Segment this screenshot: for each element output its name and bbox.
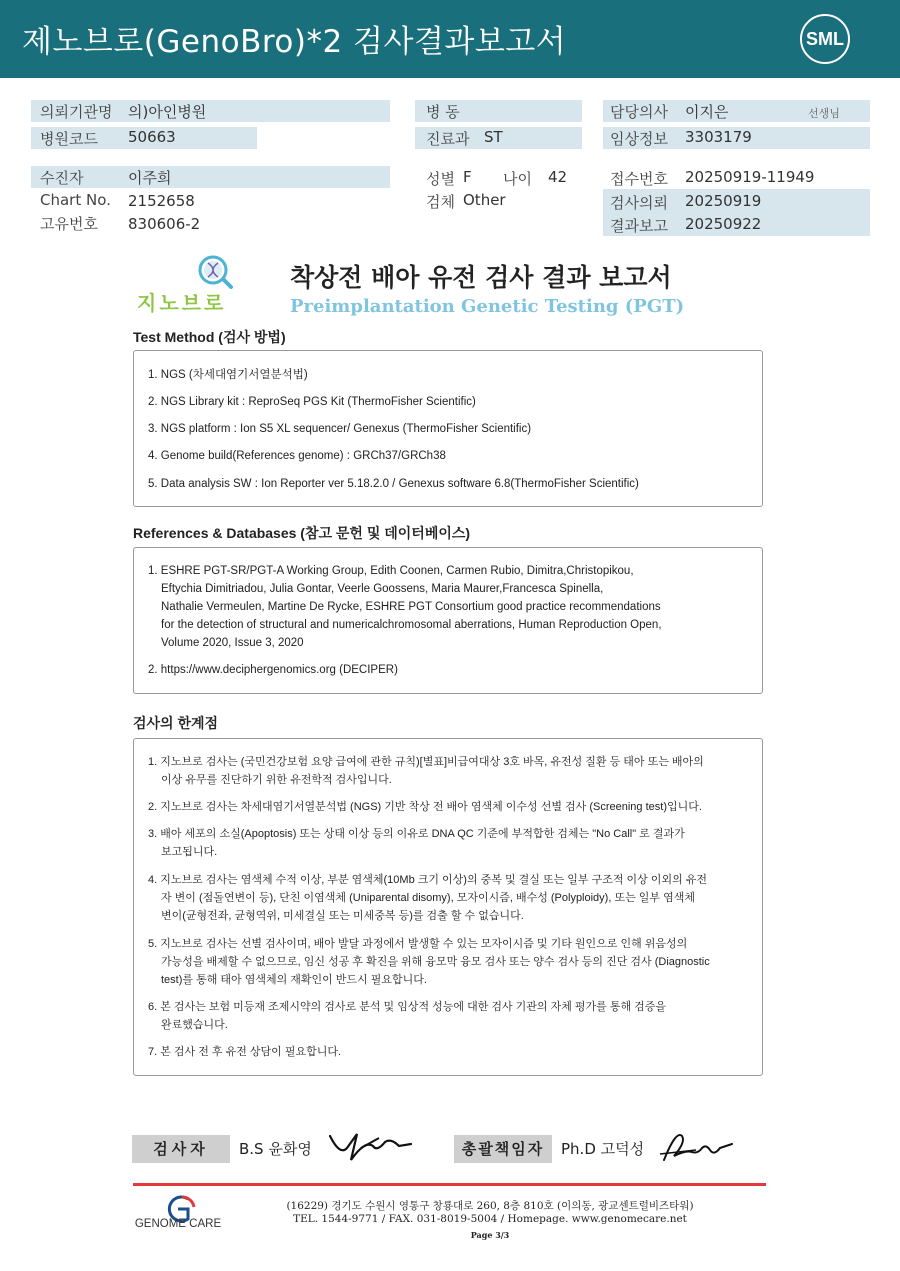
- examiner-signature-icon: [325, 1128, 415, 1168]
- examiner-label: 검사자: [132, 1135, 230, 1163]
- limit-line: 3. 배아 세포의 소실(Apoptosis) 또는 상태 이상 등의 이유로 DNA QC 기준에 부적합한 검체는 "No Call" 로 결과가: [148, 828, 685, 840]
- dept-value: ST: [484, 128, 503, 146]
- receipt-label: 접수번호: [610, 170, 668, 188]
- limits-box: [133, 738, 763, 1076]
- limit-line: 5. 지노브로 검사는 선별 검사이며, 배아 발달 과정에서 발생할 수 있는 모자이시즘 및 기타 원인으로 인해 위음성의: [148, 938, 688, 950]
- info-bar-patient: [31, 166, 390, 188]
- limit-line: 이상 유무를 진단하기 위한 유전학적 검사입니다.: [161, 774, 392, 786]
- method-section-title: Test Method (검사 방법): [133, 329, 286, 345]
- reference-line: Volume 2020, Issue 3, 2020: [161, 637, 304, 649]
- jinobro-logo-text: 지노브로: [137, 291, 227, 315]
- director-name: Ph.D 고덕성: [561, 1140, 645, 1158]
- age-label: 나이: [503, 170, 532, 188]
- clinical-label: 임상정보: [610, 130, 668, 148]
- clinical-value: 3303179: [685, 128, 752, 146]
- reference-line: Nathalie Vermeulen, Martine De Rycke, ESHRE PGT Consortium good practice recommendations: [161, 601, 661, 613]
- director-signature-icon: [656, 1126, 746, 1168]
- limit-line: 1. 지노브로 검사는 (국민건강보험 요양 급여에 관한 규칙)[별표]비급여대상 3호 바목, 유전성 질환 등 태아 또는 배아의: [148, 756, 704, 768]
- footer-divider: [133, 1183, 766, 1186]
- references-box: [133, 547, 763, 694]
- dept-label: 진료과: [426, 130, 470, 148]
- limit-line: 변이(균형전좌, 균형역위, 미세결실 또는 미세중복 등)를 검출 할 수 없습니다.: [161, 910, 524, 922]
- hospital-value: 의)아인병원: [128, 103, 207, 121]
- limit-line: test)를 통해 태아 염색체의 재확인이 반드시 필요합니다.: [161, 974, 427, 986]
- document-subtitle: Preimplantation Genetic Testing (PGT): [290, 296, 685, 317]
- id-label: 고유번호: [40, 215, 98, 233]
- reference-line: for the detection of structural and numericalchromosomal aberrations, Human Reproduction Open,: [161, 619, 662, 631]
- jinobro-logo: [137, 254, 247, 314]
- report-header: [0, 0, 900, 78]
- doctor-suffix: 선생님: [808, 107, 840, 120]
- reference-line: Eftychia Dimitriadou, Julia Gontar, Veerle Goossens, Maria Maurer,Francesca Spinella,: [161, 583, 604, 595]
- limit-line: 보고됩니다.: [161, 846, 218, 858]
- page-number: Page 3/3: [470, 1230, 510, 1240]
- method-item: 4. Genome build(References genome) : GRCh37/GRCh38: [148, 450, 446, 462]
- report-label: 결과보고: [610, 217, 668, 235]
- footer-contact: TEL. 1544-9771 / FAX. 031-8019-5004 / Homepage. www.genomecare.net: [293, 1213, 687, 1225]
- patient-label: 수진자: [40, 169, 84, 187]
- document-title: 착상전 배아 유전 검사 결과 보고서: [290, 263, 672, 292]
- specimen-value: Other: [463, 191, 506, 209]
- sml-logo-text: SML: [806, 29, 844, 49]
- request-value: 20250919: [685, 192, 762, 210]
- sex-value: F: [463, 168, 472, 186]
- receipt-value: 20250919-11949: [685, 168, 815, 186]
- limit-line: 4. 지노브로 검사는 염색체 수적 이상, 부분 염색체(10Mb 크기 이상)의 중복 및 결실 또는 일부 구조적 이상 이외의 유전: [148, 874, 707, 886]
- genome-care-logo-icon: [132, 1193, 224, 1241]
- examiner-name: B.S 윤화영: [239, 1140, 312, 1158]
- limits-section-title: 검사의 한계점: [133, 715, 219, 731]
- patient-value: 이주희: [128, 169, 172, 187]
- ward-label: 병 동: [426, 103, 460, 121]
- limit-line: 완료했습니다.: [161, 1019, 228, 1031]
- code-value: 50663: [128, 128, 176, 146]
- hospital-label: 의뢰기관명: [40, 103, 113, 121]
- request-label: 검사의뢰: [610, 194, 668, 212]
- references-section-title: References & Databases (참고 문헌 및 데이터베이스): [133, 525, 471, 541]
- limit-line: 자 변이 (점돌연변이 등), 단친 이염색체 (Uniparental disomy), 모자이시즘, 배수성 (Polyploidy), 또는 일부 염색체: [161, 892, 695, 904]
- sml-logo-icon: [800, 14, 850, 64]
- director-label: 총괄책임자: [454, 1135, 552, 1163]
- age-value: 42: [548, 168, 568, 186]
- report-value: 20250922: [685, 215, 762, 233]
- method-box: [133, 350, 763, 507]
- method-item: 2. NGS Library kit : ReproSeq PGS Kit (ThermoFisher Scientific): [148, 396, 476, 408]
- limit-line: 7. 본 검사 전 후 유전 상담이 필요합니다.: [148, 1046, 342, 1058]
- specimen-label: 검체: [426, 193, 455, 211]
- limit-line: 가능성을 배제할 수 없으므로, 임신 성공 후 확진을 위해 융모막 융모 검사 또는 양수 검사 등의 진단 검사 (Diagnostic: [161, 956, 710, 968]
- report-title: 제노브로(GenoBro)*2 검사결과보고서: [22, 24, 567, 60]
- reference-line: 1. ESHRE PGT-SR/PGT-A Working Group, Edith Coonen, Carmen Rubio, Dimitra,Christopikou,: [148, 565, 634, 577]
- chart-label: Chart No.: [40, 191, 111, 209]
- doctor-label: 담당의사: [610, 103, 668, 121]
- footer-address: (16229) 경기도 수원시 영통구 창룡대로 260, 8층 810호 (이의동, 광교센트럴비즈타워): [286, 1200, 694, 1212]
- reference-line: 2. https://www.deciphergenomics.org (DECIPER): [148, 664, 398, 676]
- limit-line: 6. 본 검사는 보험 미등재 조제시약의 검사로 분석 및 임상적 성능에 대한 검사 기관의 자체 평가를 통해 검증을: [148, 1001, 667, 1013]
- genome-care-text: GENOME CARE: [134, 1218, 222, 1230]
- method-item: 3. NGS platform : Ion S5 XL sequencer/ Genexus (ThermoFisher Scientific): [148, 423, 532, 435]
- method-item: 5. Data analysis SW : Ion Reporter ver 5.18.2.0 / Genexus software 6.8(ThermoFisher Scientific): [148, 478, 639, 490]
- limit-line: 2. 지노브로 검사는 차세대염기서열분석법 (NGS) 기반 착상 전 배아 염색체 이수성 선별 검사 (Screening test)입니다.: [148, 801, 702, 813]
- chart-value: 2152658: [128, 192, 195, 210]
- id-value: 830606-2: [128, 215, 201, 233]
- code-label: 병원코드: [40, 130, 98, 148]
- doctor-value: 이지은: [685, 103, 729, 121]
- method-item: 1. NGS (차세대염기서열분석법): [148, 369, 308, 381]
- sex-label: 성별: [426, 170, 455, 188]
